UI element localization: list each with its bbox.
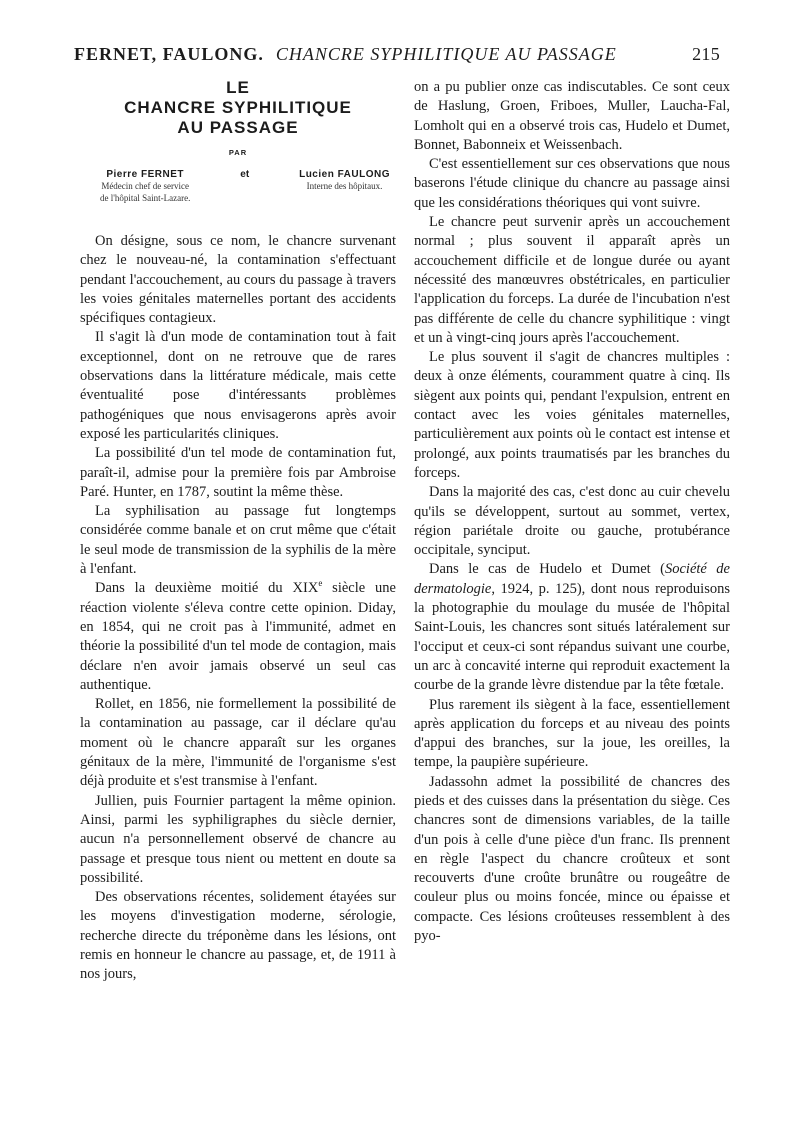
running-head-authors: FERNET, FAULONG. [74,44,264,64]
author-faulong [299,169,390,204]
title-line: AU PASSAGE [177,118,299,137]
paragraph [80,579,396,695]
running-head-title: CHANCRE SYPHILITIQUE AU PASSAGE [275,44,617,64]
author-conjunction: et [240,169,250,180]
paragraph: Jadassohn admet la possibilité de chancres des pieds et des cuisses dans la présentation du siège. Ces chancres sont de dimensions variables, de la taille d'un pois à celle d'une pièce d'un franc. Ils prennent en règle l'aspect du chancre croûteux et sont recouverts d'une croûte brunâtre ou rougeâtre de couleur plus ou moins foncée, mince ou épaisse et compacte. Ces lésions croûteuses ressemblent à des pyo- [414,773,730,945]
paragraph: Rollet, en 1856, nie formellement la possibilité de la contamination au passage, car il déclare qu'au moment où le chancre apparaît sur les organes génitaux de la mère, l'immunité de l'organisme s'est déjà produite et s'est transmise à l'enfant. [80,696,396,790]
paragraph: On désigne, sous ce nom, le chancre survenant chez le nouveau-né, la contamination s'effectuant pendant l'accouchement, au cours du passage à travers les voies génitales maternelles portant des accidents spécifiques contagieux. [80,233,396,327]
paragraph: Des observations récentes, solidement étayées sur les moyens d'investigation moderne, sérologie, recherche directe du tréponème dans les lésions, ont remis en honneur le chancre au passage, et, de 1911 à nos jours, [80,889,396,983]
author-role: Médecin chef de service [101,181,190,191]
left-column [80,78,396,985]
author-name: Pierre FERNET [106,169,184,180]
page-number: 215 [692,44,720,64]
paragraph: C'est essentiellement sur ces observations que nous baserons l'étude clinique du chancre au passage ainsi que les considérations théoriques qui vont suivre. [414,156,730,211]
paragraph: La syphilisation au passage fut longtemps considérée comme banale et on crut même que c'était le seul mode de transmission de la syphilis de la mère à l'enfant. [80,503,396,578]
paragraph: Jullien, puis Fournier partagent la même opinion. Ainsi, parmi les syphiligraphes du siècle dernier, aucun n'a personnellement observé de chancre au passage et presque tous nient ou mettent en doute sa possibilité. [80,792,396,886]
par-label: PAR [228,148,248,157]
journal-citation: Société de dermatologie [414,561,730,597]
paragraph: Le plus souvent il s'agit de chancres multiples : deux à onze éléments, couramment quatre à cinq. Ils siègent aux points qui, pendant l'expulsion, entrent en contact avec les voies génitales maternelles, particulièrement aux points où le contact est intense et prolongé, aux points traumatisés par les branches du forceps. [414,349,730,481]
article-title [80,78,396,157]
paragraph: Plus rarement ils siègent à la face, essentiellement après application du forceps et au niveau des points d'appui des branches, sur la joue, les oreilles, la tempe, la paupière supérieure. [414,696,730,771]
title-line: LE [226,78,250,97]
text-run: Dans la deuxième moitié du XIX [95,580,319,597]
paragraph: La possibilité d'un tel mode de contamination fut, paraît-il, admise pour la première fois par Ambroise Paré. Hunter, en 1787, soutint la même thèse. [80,445,396,500]
running-head [74,44,720,65]
author-name: Lucien FAULONG [299,169,390,180]
title-line: CHANCRE SYPHILITIQUE [124,98,352,117]
text-run: , 1924, p. 125), dont nous reproduisons la photographie du moulage du musée de l'hôpital Saint-Louis, les chancres sont situés latéralement sur l'occiput et ceux-ci sont répandus suivant une courbe, un arc à concavité interne qui reproduit exactement la courbe de la grande lèvre distendue par la tête fœtale. [414,580,730,694]
right-column [414,78,730,946]
author-block [80,169,396,204]
paragraph: Dans la majorité des cas, c'est donc au cuir chevelu qu'ils se développent, surtout au sommet, vertex, région pariétale droite ou gauche, protubérance occipitale, synciput. [414,484,730,559]
text-run: siècle une réaction violente s'éleva contre cette opinion. Diday, en 1854, qui ne croit pas à l'immunité, admet en théorie la possibilité d'un tel mode de contagion, mais déclare n'en avoir jamais observé un seul cas authentique. [80,580,396,693]
text-run: Dans le cas de Hudelo et Dumet ( [429,561,665,578]
paragraph-continuation: on a pu publier onze cas indiscutables. Ce sont ceux de Haslung, Groen, Friboes, Muller, Laucha-Fal, Lomholt qui en a observé trois cas, Hudelo et Dumet, Bonnet, Babonneix et Weissenbach. [414,79,730,153]
author-fernet [100,169,190,204]
superscript: e [318,578,323,589]
author-role: Interne des hôpitaux. [306,181,383,191]
author-role: de l'hôpital Saint-Lazare. [100,193,191,203]
paragraph: Le chancre peut survenir après un accouchement normal ; plus souvent il apparaît après un accouchement difficile et de longue durée ou ayant nécessité des manœuvres obstétricales, en particulier l'application du forceps. La durée de l'incubation n'est pas différente de celle du chancre syphilitique : vingt et un à vingt-cinq jours après l'accouchement. [414,214,730,346]
paragraph [414,560,730,695]
paragraph: Il s'agit là d'un mode de contamination tout à fait exceptionnel, dont on ne retrouve que de rares observations dans la littérature médicale, mais cette éventualité pose d'intéressants problèmes pathogéniques que nous envisagerons après avoir exposé les particularités cliniques. [80,329,396,442]
